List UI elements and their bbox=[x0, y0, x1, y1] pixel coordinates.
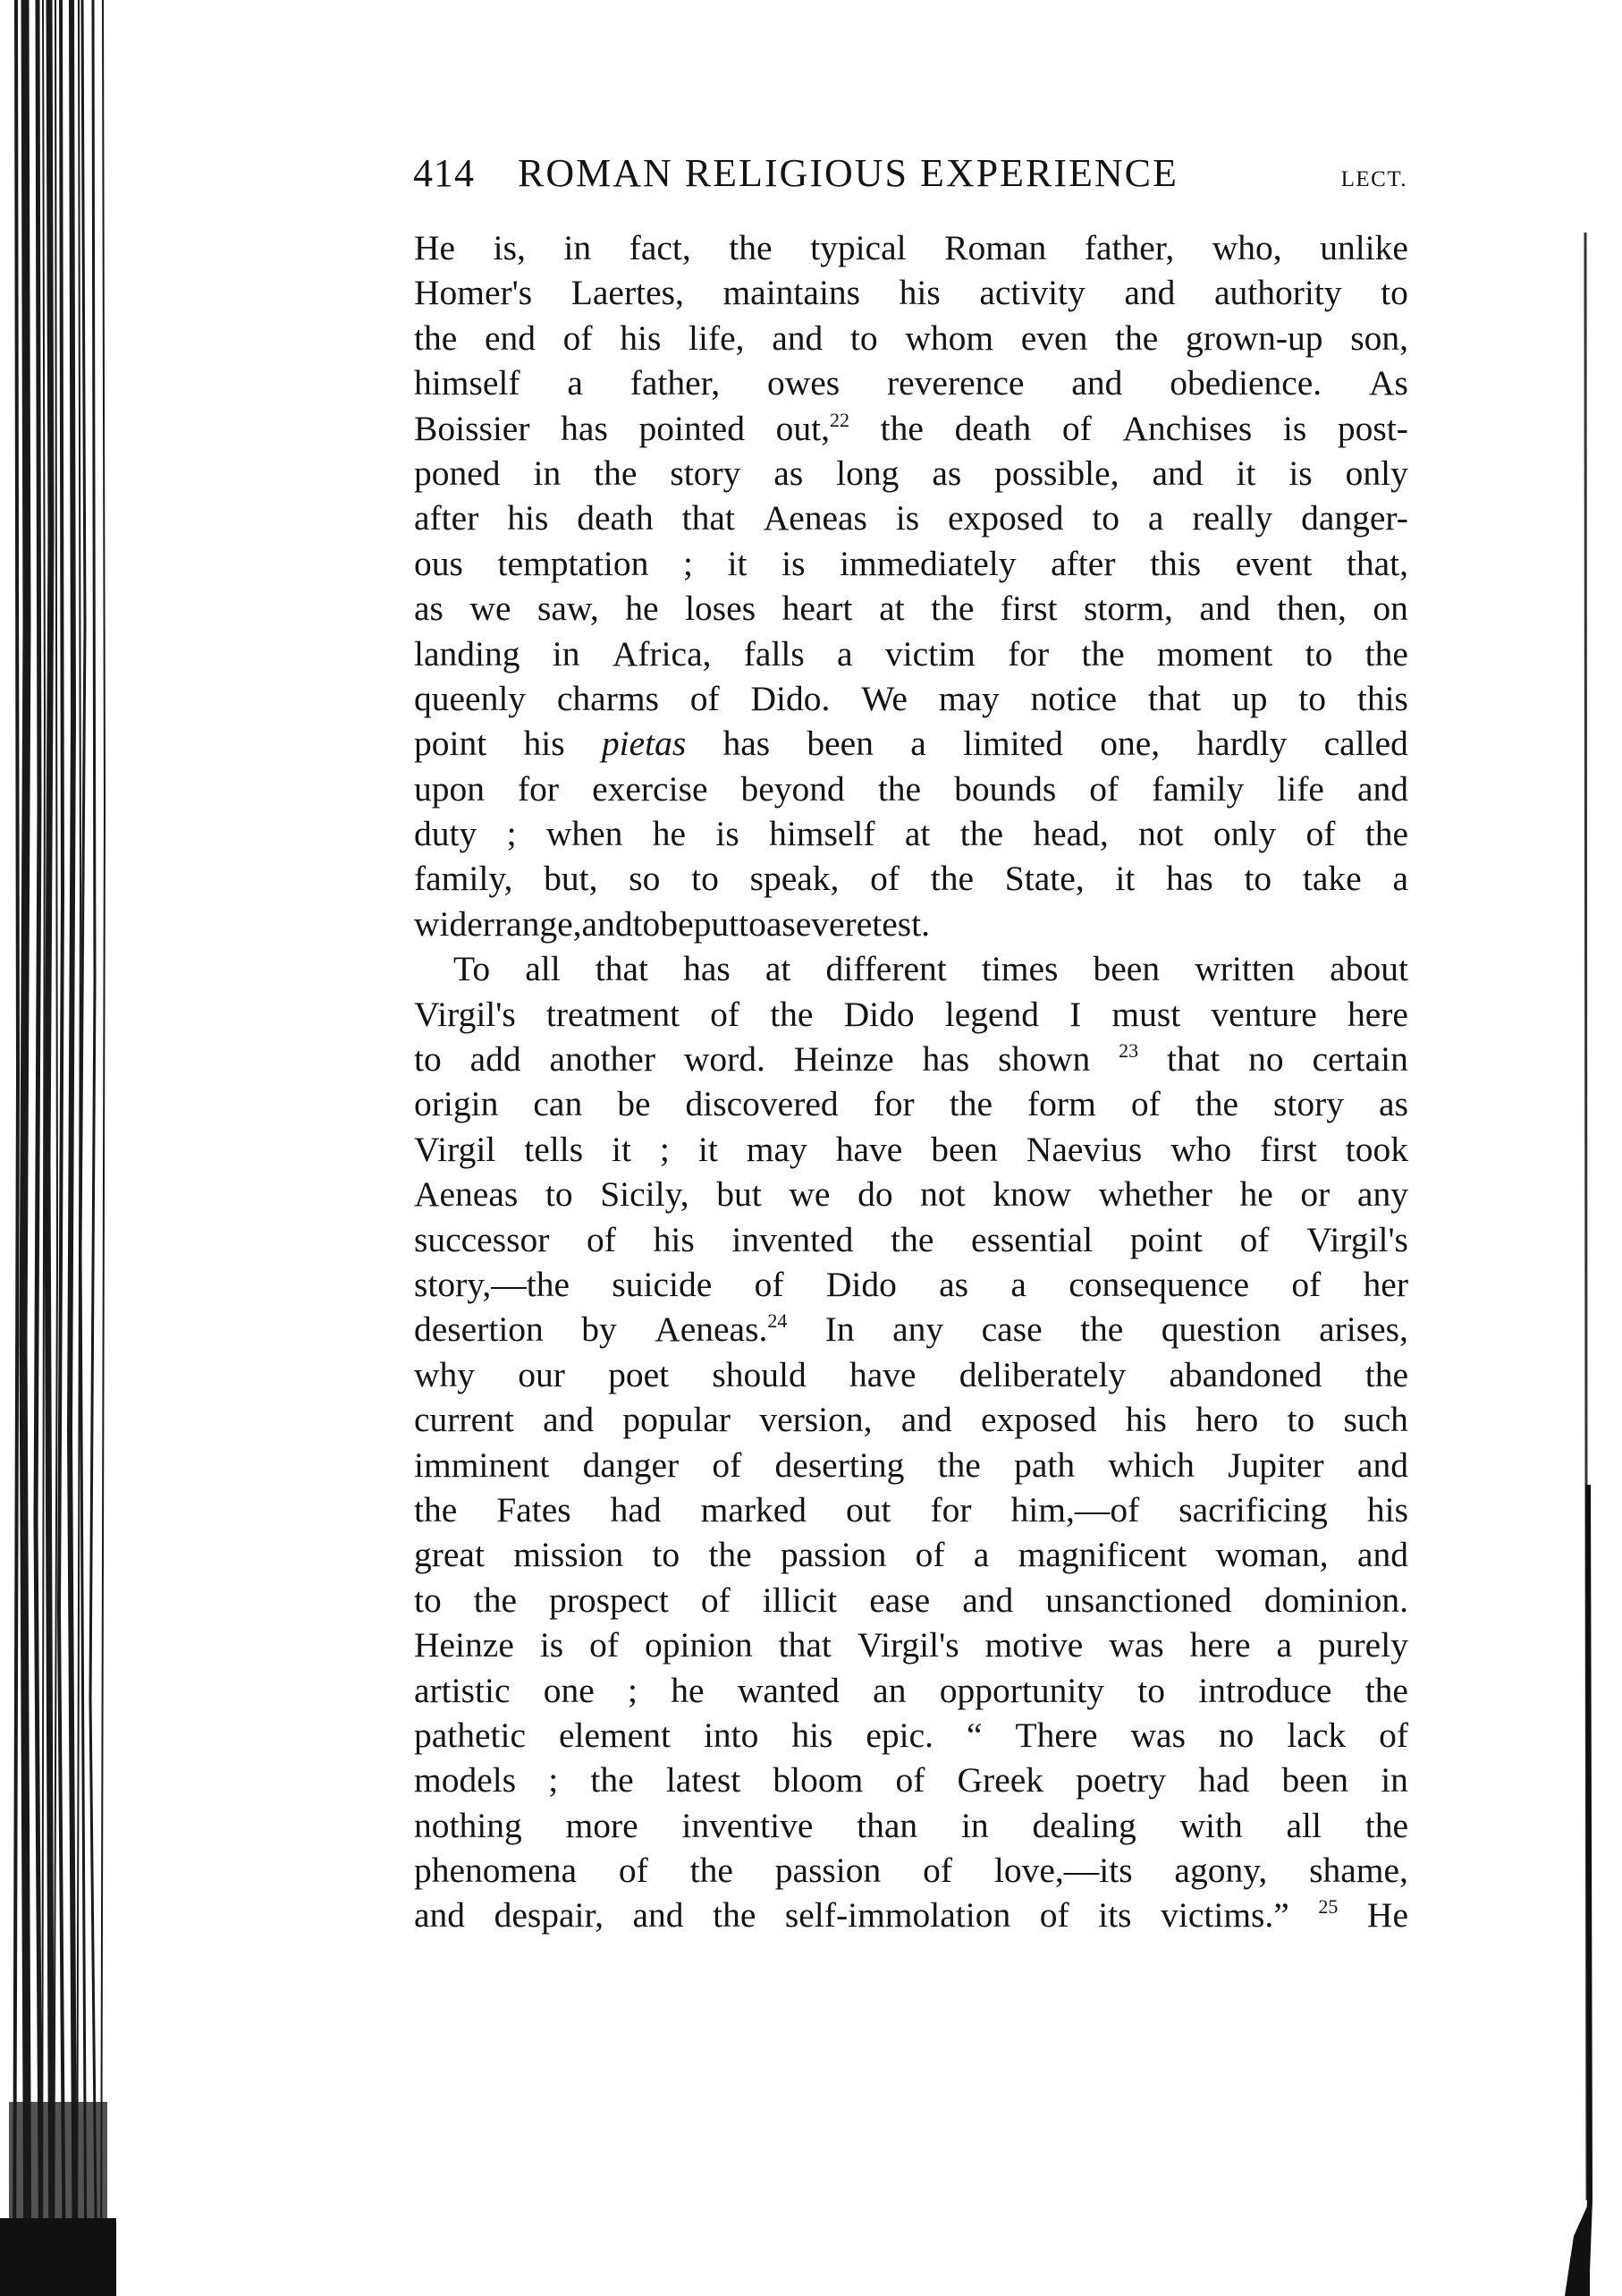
text-line: why our poet should have deliberately abandoned the bbox=[414, 1354, 1408, 1394]
footnote-ref: 24 bbox=[767, 1309, 788, 1333]
text-line: wider range, and to be put to a severe test. bbox=[414, 903, 930, 944]
footnote-ref: 25 bbox=[1318, 1895, 1339, 1919]
body-text bbox=[414, 225, 1408, 1938]
page-number: 414 bbox=[413, 151, 475, 195]
footnote-ref: 22 bbox=[830, 408, 849, 431]
text-line: models ; the latest bloom of Greek poetry had been in bbox=[414, 1760, 1408, 1800]
text-line: ous temptation ; it is immediately after this event that, bbox=[414, 543, 1408, 583]
text-line: himself a father, owes reverence and obedience. As bbox=[414, 363, 1408, 403]
text-line: upon for exercise beyond the bounds of family life and bbox=[414, 768, 1408, 809]
text-line: phenomena of the passion of love,—its agony, shame, bbox=[414, 1851, 1408, 1891]
text-line: Aeneas to Sicily, but we do not know whether he or any bbox=[414, 1174, 1408, 1215]
text-line: artistic one ; he wanted an opportunity to introduce the bbox=[414, 1670, 1408, 1710]
text-line: imminent danger of deserting the path which Jupiter and bbox=[414, 1445, 1408, 1485]
text-line: Homer's Laertes, maintains his activity and authority to bbox=[414, 273, 1408, 313]
text-line: to add another word. Heinze has shown $^{23}$ that no certain bbox=[414, 1039, 1408, 1080]
text-line: great mission to the passion of a magnificent woman, and bbox=[414, 1535, 1408, 1575]
text-line: landing in Africa, falls a victim for the moment to the bbox=[414, 633, 1408, 674]
text-line: He is, in fact, the typical Roman father, who, unlike bbox=[414, 228, 1408, 267]
text-line: to the prospect of illicit ease and unsanctioned dominion. bbox=[414, 1580, 1408, 1620]
text-line: Virgil tells it ; it may have been Naevius who first took bbox=[414, 1129, 1408, 1169]
text-line: origin can be discovered for the form of the story as bbox=[414, 1084, 1408, 1124]
text-line: queenly charms of Dido. We may notice that up to this bbox=[414, 678, 1408, 718]
text-line: story,—the suicide of Dido as a consequence of her bbox=[414, 1264, 1408, 1304]
text-line: poned in the story as long as possible, and it is only bbox=[414, 453, 1408, 493]
text-line: duty ; when he is himself at the head, not only of the bbox=[414, 814, 1408, 854]
text-line: after his death that Aeneas is exposed to a really danger- bbox=[414, 498, 1408, 538]
text-line: successor of his invented the essential point of Virgil's bbox=[414, 1219, 1408, 1259]
section-mark: LECT. bbox=[1340, 167, 1407, 191]
text-line: point his pietas has been a limited one, hardly called bbox=[414, 724, 1408, 764]
text-line: current and popular version, and exposed his hero to such bbox=[414, 1400, 1408, 1440]
text-line: Heinze is of opinion that Virgil's motive was here a purely bbox=[414, 1625, 1408, 1665]
text-line: Boissier has pointed out,$^{22}$ the death of Anchises is post- bbox=[414, 408, 1408, 448]
text-line: family, but, so to speak, of the State, it has to take a bbox=[414, 859, 1408, 899]
footnote-ref: 23 bbox=[1119, 1039, 1139, 1063]
text-line: nothing more inventive than in dealing with all the bbox=[414, 1805, 1408, 1845]
book-binding-edge bbox=[0, 0, 116, 2296]
text-line: pathetic element into his epic. “ There was no lack of bbox=[414, 1715, 1408, 1755]
paragraph bbox=[414, 946, 1408, 1938]
text-line: the end of his life, and to whom even the grown-up son, bbox=[414, 318, 1408, 358]
running-title: ROMAN RELIGIOUS EXPERIENCE bbox=[518, 151, 1178, 195]
text-line: desertion by Aeneas.$^{24}$ In any case the question arises, bbox=[414, 1309, 1408, 1350]
page-edge-shadow bbox=[1556, 233, 1622, 2296]
text-line: the Fates had marked out for him,—of sacrificing his bbox=[414, 1489, 1408, 1529]
text-line: Virgil's treatment of the Dido legend I must venture here bbox=[414, 994, 1408, 1034]
running-header bbox=[413, 150, 1407, 204]
text-line: and despair, and the self-immolation of its victims.” $^{25}$ He bbox=[414, 1895, 1408, 1936]
paragraph bbox=[414, 225, 1408, 946]
text-line: as we saw, he loses heart at the first storm, and then, on bbox=[414, 589, 1408, 629]
text-line: To all that has at different times been written about bbox=[453, 949, 1408, 989]
